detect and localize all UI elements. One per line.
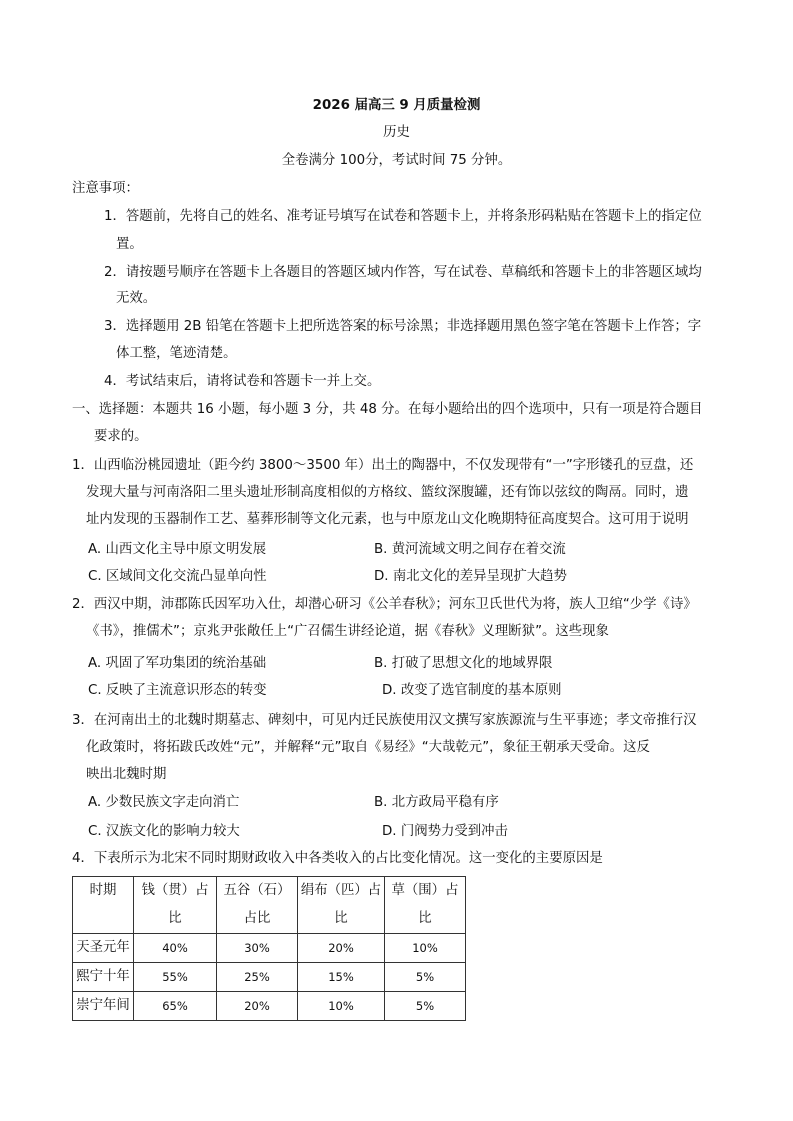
note-3-line-2: 体工整，笔迹清楚。	[116, 346, 237, 361]
note-2-line-1: 2．请按题号顺序在答题卡上各题目的答题区域内作答，写在试卷、草稿纸和答题卡上的非答题区域均	[104, 265, 702, 280]
table-header-cell	[134, 877, 217, 934]
table-cell-value: 40%	[134, 934, 217, 963]
table-cell-value: 15%	[298, 963, 385, 992]
section-heading-line-1: 一、选择题：本题共 16 小题，每小题 3 分，共 48 分。在每小题给出的四个选项中，只有一项是符合题目	[72, 402, 703, 417]
table-header-cell	[217, 877, 298, 934]
exam-info: 全卷满分 100分，考试时间 75 分钟。	[281, 153, 512, 168]
header-straw-label-line-2: 比	[418, 911, 432, 926]
note-1-line-1: 1．答题前，先将自己的姓名、准考证号填写在试卷和答题卡上，并将条形码粘贴在答题卡上的指定位	[104, 209, 702, 224]
header-grain-label-line-1: 五谷（石）	[223, 883, 291, 898]
table-cell-value: 20%	[298, 934, 385, 963]
note-1-line-2: 置。	[116, 237, 143, 252]
question-3-option-c: C. 汉族文化的影响力较大	[88, 824, 240, 839]
header-straw-label-line-1: 草（围）占	[391, 883, 459, 898]
table-cell-value: 10%	[298, 992, 385, 1021]
table-cell-value: 10%	[385, 934, 466, 963]
table-header-cell	[73, 877, 134, 934]
table-cell-period: 崇宁年间	[73, 992, 134, 1021]
question-3-option-b: B. 北方政局平稳有序	[374, 795, 499, 810]
question-1-option-b: B. 黄河流域文明之间存在着交流	[374, 542, 566, 557]
question-2-option-d: D. 改变了选官制度的基本原则	[382, 683, 562, 698]
note-4-line-1: 4．考试结束后，请将试卷和答题卡一并上交。	[104, 374, 381, 389]
question-1-option-a: A. 山西文化主导中原文明发展	[88, 542, 267, 557]
header-silk-label-line-2: 比	[334, 911, 348, 926]
question-2-option-c: C. 反映了主流意识形态的转变	[88, 683, 267, 698]
table-cell-value: 5%	[385, 992, 466, 1021]
table-cell-value: 55%	[134, 963, 217, 992]
subject-title: 历史	[383, 125, 410, 140]
question-1-option-c: C. 区域间文化交流凸显单向性	[88, 569, 267, 584]
table-header-cell	[385, 877, 466, 934]
question-3-line-2: 化政策时，将拓跋氏改姓“元”，并解释“元”取自《易经》“大哉乾元”，象征王朝承天受命。这反	[86, 740, 650, 755]
table-cell-value: 20%	[217, 992, 298, 1021]
question-3-option-d: D. 门阀势力受到冲击	[382, 824, 508, 839]
notes-heading: 注意事项：	[72, 181, 139, 196]
question-1-line-3: 址内发现的玉器制作工艺、墓葬形制等文化元素，也与中原龙山文化晚期特征高度契合。这可用于说明	[86, 512, 689, 527]
header-silk-label-line-1: 绢布（匹）占	[300, 883, 382, 898]
question-3-line-1: 3．在河南出土的北魏时期墓志、碑刻中，可见内迁民族使用汉文撰写家族源流与生平事迹；孝文帝推行汉	[72, 713, 697, 728]
table-cell-value: 25%	[217, 963, 298, 992]
question-4-line-1: 4．下表所示为北宋不同时期财政收入中各类收入的占比变化情况。这一变化的主要原因是	[72, 851, 603, 866]
question-2-line-2: 《书》，推儒术”；京兆尹张敞任上“广召儒生讲经论道，据《春秋》义理断狱”。这些现象	[86, 624, 609, 639]
section-heading-line-2: 要求的。	[94, 429, 148, 444]
table-header-cell	[298, 877, 385, 934]
question-3-option-a: A. 少数民族文字走向消亡	[88, 795, 240, 810]
table-cell-value: 30%	[217, 934, 298, 963]
table-cell-period: 天圣元年	[73, 934, 134, 963]
table-row	[73, 934, 466, 963]
question-2-option-a: A. 巩固了军功集团的统治基础	[88, 656, 267, 671]
note-2-line-2: 无效。	[116, 291, 157, 306]
header-money-label-line-1: 钱（贯）占	[141, 883, 209, 898]
revenue-share-table	[72, 876, 466, 1021]
question-2-option-b: B. 打破了思想文化的地域界限	[374, 656, 553, 671]
question-1-line-2: 发现大量与河南洛阳二里头遗址形制高度相似的方格纹、篮纹深腹罐，还有饰以弦纹的陶鬲。同时，遗	[86, 485, 689, 500]
question-1-option-d: D. 南北文化的差异呈现扩大趋势	[374, 569, 567, 584]
header-grain-label-line-2: 占比	[243, 911, 271, 926]
exam-title: 2026 届高三 9 月质量检测	[312, 98, 481, 113]
header-money-label-line-2: 比	[168, 911, 182, 926]
table-row	[73, 992, 466, 1021]
table-row	[73, 963, 466, 992]
table-header-row	[73, 877, 466, 934]
table-cell-period: 熙宁十年	[73, 963, 134, 992]
question-1-line-1: 1．山西临汾桃园遗址（距今约 3800～3500 年）出土的陶器中，不仅发现带有“一”字形镂孔的豆盘，还	[72, 458, 694, 473]
question-2-line-1: 2．西汉中期，沛郡陈氏因军功入仕，却潜心研习《公羊春秋》；河东卫氏世代为将，族人卫绾“少学《诗》	[72, 597, 697, 612]
table-cell-value: 5%	[385, 963, 466, 992]
header-period-label: 时期	[89, 883, 117, 898]
question-3-line-3: 映出北魏时期	[86, 767, 167, 782]
table-cell-value: 65%	[134, 992, 217, 1021]
note-3-line-1: 3．选择题用 2B 铅笔在答题卡上把所选答案的标号涂黑；非选择题用黑色签字笔在答题卡上作答；字	[104, 319, 702, 334]
